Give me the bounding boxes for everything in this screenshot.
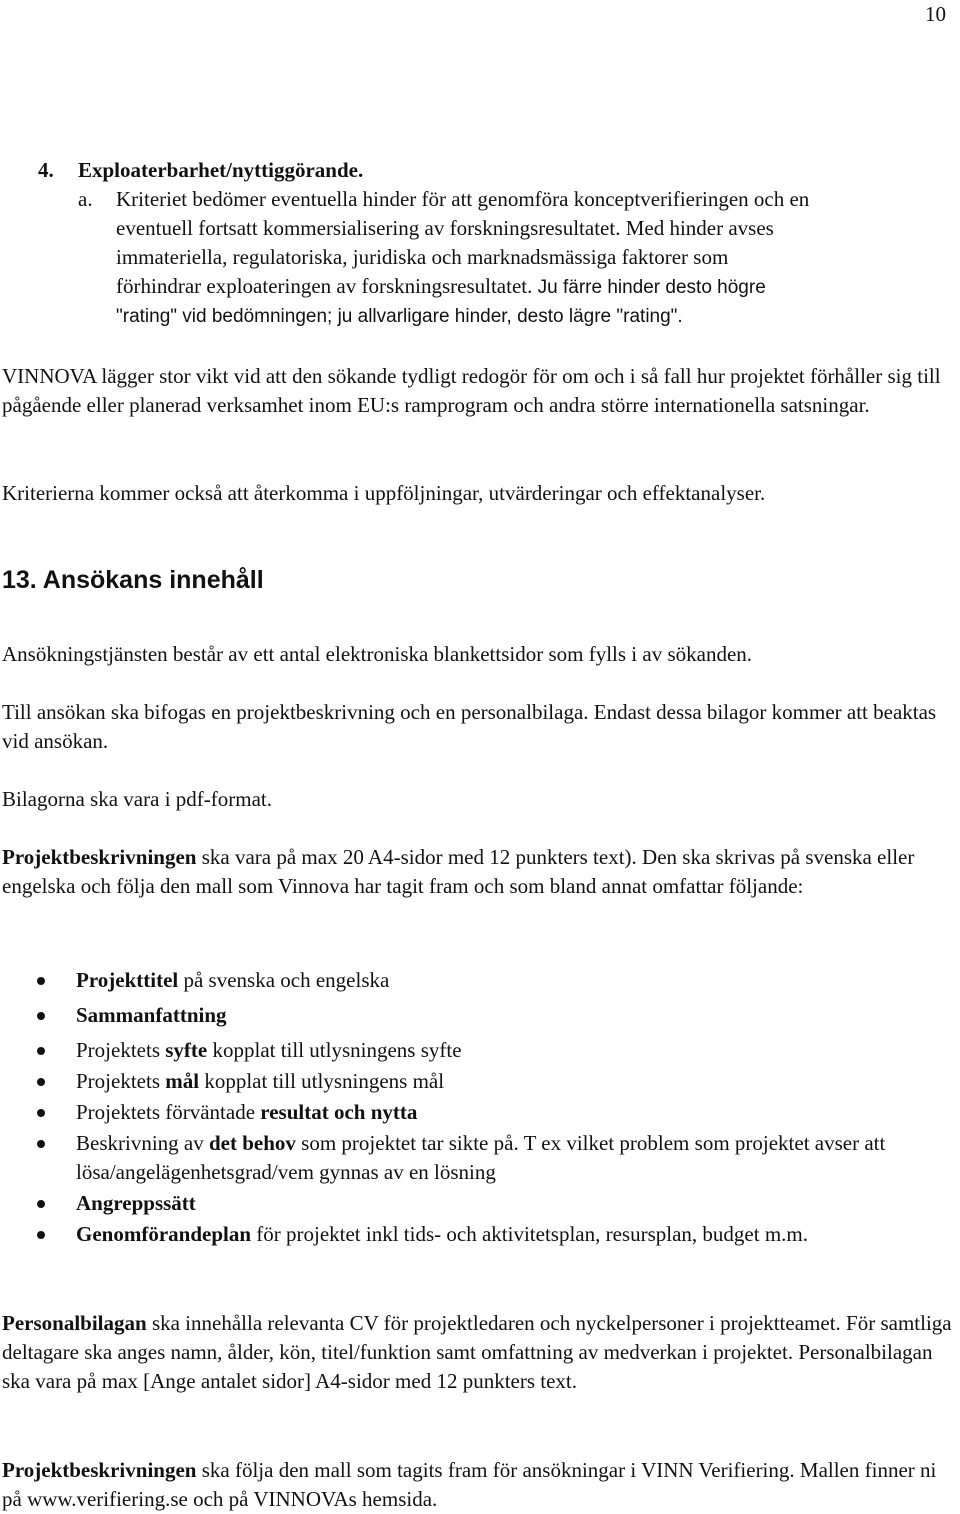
list-item: Projektets syfte kopplat till utlysningens syfte (2, 1036, 954, 1065)
page-number: 10 (925, 2, 946, 26)
list-item: Angreppssätt (2, 1189, 954, 1218)
paragraph-bifogas: Till ansökan ska bifogas en projektbeskrivning och en personalbilaga. Endast dessa bilagor kommer att beaktas vid ansökan. (2, 700, 937, 753)
list-item: Projektets förväntade resultat och nytta (2, 1098, 954, 1127)
required-content-list (2, 966, 954, 1249)
bullet-icon (37, 1012, 45, 1020)
sub-item-label: a. (78, 187, 93, 211)
paragraph-projektbeskrivning (2, 843, 954, 901)
bullet-icon (37, 1078, 45, 1086)
section-heading: 13. Ansökans innehåll (2, 566, 264, 594)
paragraph-text: ska vara på max 20 A4-sidor med 12 punkters text). Den ska skrivas på svenska eller engelska och följa den mall som Vinnova har tagit fram och som bland annat omfattar följande: (2, 845, 915, 898)
list-item: Beskrivning av det behov som projektet tar sikte på. T ex vilket problem som projektet avser att lösa/angelägenhetsgrad/vem gynnas av en lösning (2, 1129, 954, 1187)
bullet-icon (37, 1231, 45, 1239)
bullet-icon (37, 1047, 45, 1055)
bold-term: Projektbeskrivningen (2, 845, 197, 869)
paragraph-vinnova: VINNOVA lägger stor vikt vid att den sökande tydligt redogör för om och i så fall hur projektet förhåller sig till pågående eller planerad verksamhet inom EU:s ramprogram och andra större internationella satsningar. (2, 364, 941, 417)
sub-item-line: immateriella, regulatoriska, juridiska och marknadsmässiga faktorer som (116, 245, 729, 269)
bullet-icon (37, 977, 45, 985)
rating-note-continued: "rating" vid bedömningen; ju allvarligare hinder, desto lägre "rating". (116, 306, 683, 327)
criterion-4a (78, 185, 958, 331)
sub-item-text (116, 185, 958, 331)
paragraph-personalbilagan (2, 1309, 954, 1396)
sub-item-line: eventuell fortsatt kommersialisering av forskningsresultatet. Med hinder avses (116, 216, 774, 240)
list-item: Genomförandeplan för projektet inkl tids- och aktivitetsplan, resursplan, budget m.m. (2, 1220, 954, 1249)
list-item: Sammanfattning (2, 1001, 954, 1030)
paragraph-kriterierna: Kriterierna kommer också att återkomma i uppföljningar, utvärderingar och effektanalyser. (2, 481, 766, 505)
paragraph-pdf-format: Bilagorna ska vara i pdf-format. (2, 787, 272, 811)
bullet-icon (37, 1200, 45, 1208)
paragraph-text: ska följa den mall som tagits fram för ansökningar i VINN Verifiering. Mallen finner ni på www.verifiering.se och på VINNOVAs hemsida. (2, 1458, 937, 1511)
criterion-title: Exploaterbarhet/nyttiggörande. (78, 158, 364, 182)
paragraph-mall (2, 1456, 954, 1514)
list-item: Projekttitel på svenska och engelska (2, 966, 954, 995)
paragraph-text: ska innehålla relevanta CV för projektledaren och nyckelpersoner i projektteamet. För samtliga deltagare ska anges namn, ålder, kön, titel/funktion samt omfattning av medverkan i projektet. Personalbilagan ska vara på max [Ange antalet sidor] A4-sidor med 12 punkters text. (2, 1311, 952, 1393)
criterion-4-heading (38, 156, 938, 185)
bold-term: Personalbilagan (2, 1311, 147, 1335)
paragraph-ansokningstjansten: Ansökningstjänsten består av ett antal elektroniska blankettsidor som fylls i av sökanden. (2, 642, 753, 666)
bullet-icon (37, 1140, 45, 1148)
sub-item-line: Kriteriet bedömer eventuella hinder för att genomföra konceptverifieringen och en (116, 187, 810, 211)
sub-item-line: förhindrar exploateringen av forskningsresultatet. (116, 274, 533, 298)
criterion-number: 4. (38, 158, 54, 182)
bullet-icon (37, 1109, 45, 1117)
list-item: Projektets mål kopplat till utlysningens mål (2, 1067, 954, 1096)
bold-term: Projektbeskrivningen (2, 1458, 197, 1482)
rating-note: Ju färre hinder desto högre (537, 277, 766, 298)
